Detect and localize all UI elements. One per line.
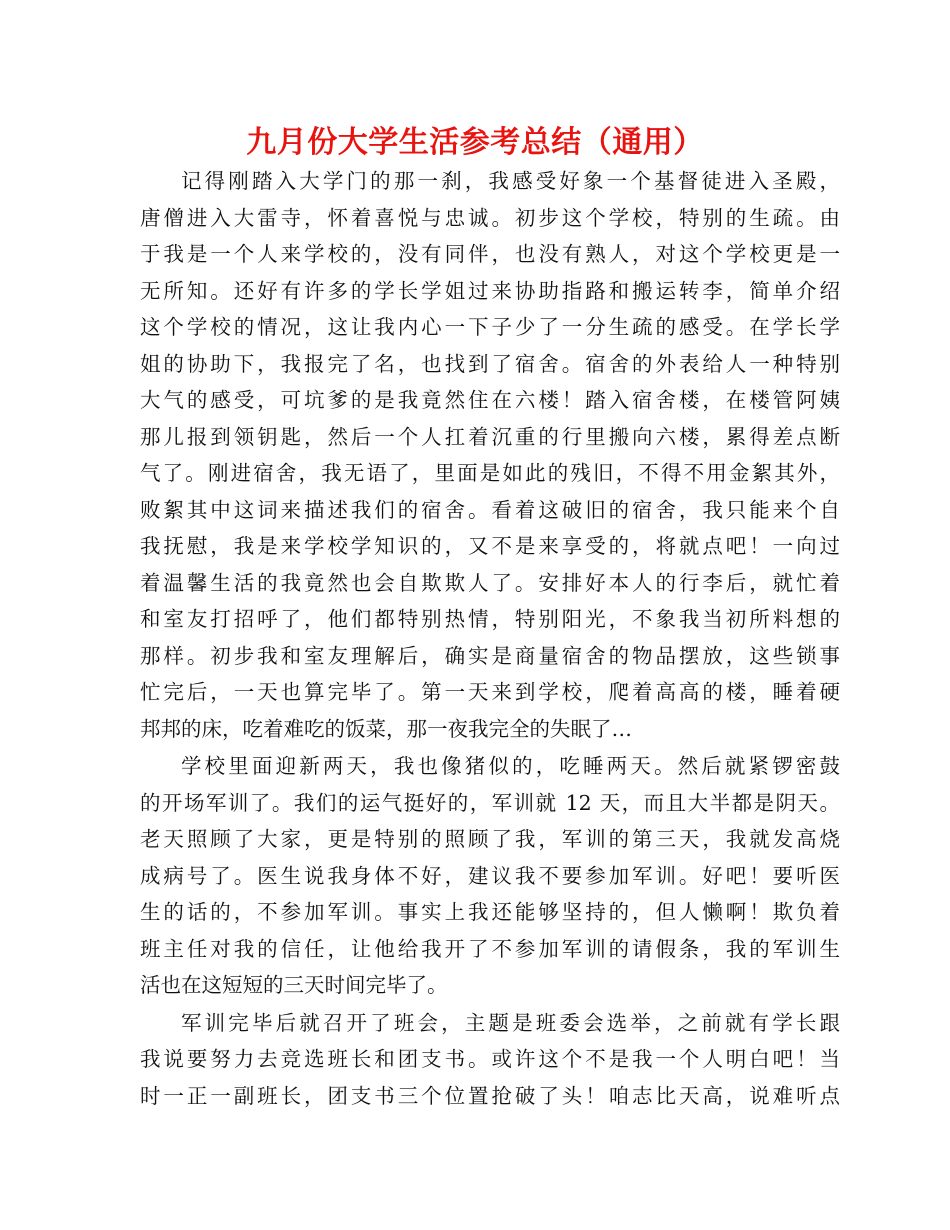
text-line: 姐的协助下，我报完了名，也找到了宿舍。宿舍的外表给人一种特别 [140, 351, 840, 376]
text-line: 败絮其中这词来描述我们的宿舍。看着这破旧的宿舍，我只能来个自 [140, 497, 840, 522]
paragraph-3 [140, 1005, 840, 1115]
text-line: 和室友打招呼了，他们都特别热情，特别阳光，不象我当初所料想的 [140, 607, 840, 631]
text-line: 邦邦的床，吃着难吃的饭菜，那一夜我完全的失眠了… [140, 716, 632, 741]
text-line: 生的话的，不参加军训。事实上我还能够坚持的，但人懒啊！欺负着 [140, 900, 840, 924]
text-line: 老天照顾了大家，更是特别的照顾了我，军训的第三天，我就发高烧 [140, 827, 840, 851]
text-line: 军训完毕后就召开了班会，主题是班委会选举，之前就有学长跟 [181, 1010, 840, 1035]
text-line: 学校里面迎新两天，我也像猪似的，吃睡两天。然后就紧锣密鼓 [181, 754, 840, 778]
paragraph-1 [140, 163, 840, 747]
text-line: 那样。初步我和室友理解后，确实是商量宿舍的物品摆放，这些锁事 [140, 643, 840, 668]
text-line: 成病号了。医生说我身体不好，建议我不要参加军训。好吧！要听医 [140, 863, 840, 888]
text-line: 我说要努力去竞选班长和团支书。或许这个不是我一个人明白吧！当 [140, 1047, 840, 1071]
text-line: 忙完后，一天也算完毕了。第一天来到学校，爬着高高的楼，睡着硬 [140, 680, 840, 704]
text-line: 唐僧进入大雷寺，怀着喜悦与忠诚。初步这个学校，特别的生疏。由 [140, 205, 840, 230]
text-line: 班主任对我的信任，让他给我开了不参加军训的请假条，我的军训生 [140, 936, 840, 961]
text-line: 大气的感受，可坑爹的是我竟然住在六楼！踏入宿舍楼，在楼管阿姨 [140, 388, 840, 412]
text-line: 这个学校的情况，这让我内心一下子少了一分生疏的感受。在学长学 [140, 315, 840, 339]
document-body [140, 163, 840, 1114]
text-line: 无所知。还好有许多的学长学姐过来协助指路和搬运转李，简单介绍 [140, 278, 840, 303]
text-line: 活也在这短短的三天时间完毕了。 [140, 973, 448, 997]
text-line: 记得刚踏入大学门的那一刹，我感受好象一个基督徒进入圣殿， [181, 169, 840, 193]
text-line: 着温馨生活的我竟然也会自欺欺人了。安排好本人的行李后，就忙着 [140, 570, 840, 595]
text-line: 我抚慰，我是来学校学知识的，又不是来享受的，将就点吧！一向过 [140, 534, 840, 558]
text-line: 那儿报到领钥匙，然后一个人扛着沉重的行里搬向六楼，累得差点断 [140, 424, 840, 449]
text-line: 于我是一个人来学校的，没有同伴，也没有熟人，对这个学校更是一 [140, 242, 840, 266]
text-line: 的开场军训了。我们的运气挺好的，军训就 12 天，而且大半都是阴天。 [140, 790, 840, 815]
paragraph-2 [140, 748, 840, 1004]
text-line: 时一正一副班长，团支书三个位置抢破了头！咱志比天高，说难听点 [140, 1083, 840, 1108]
text-line: 气了。刚进宿舍，我无语了，里面是如此的残旧，不得不用金絮其外， [140, 461, 840, 485]
document-title: 九月份大学生活参考总结（通用） [246, 125, 704, 160]
